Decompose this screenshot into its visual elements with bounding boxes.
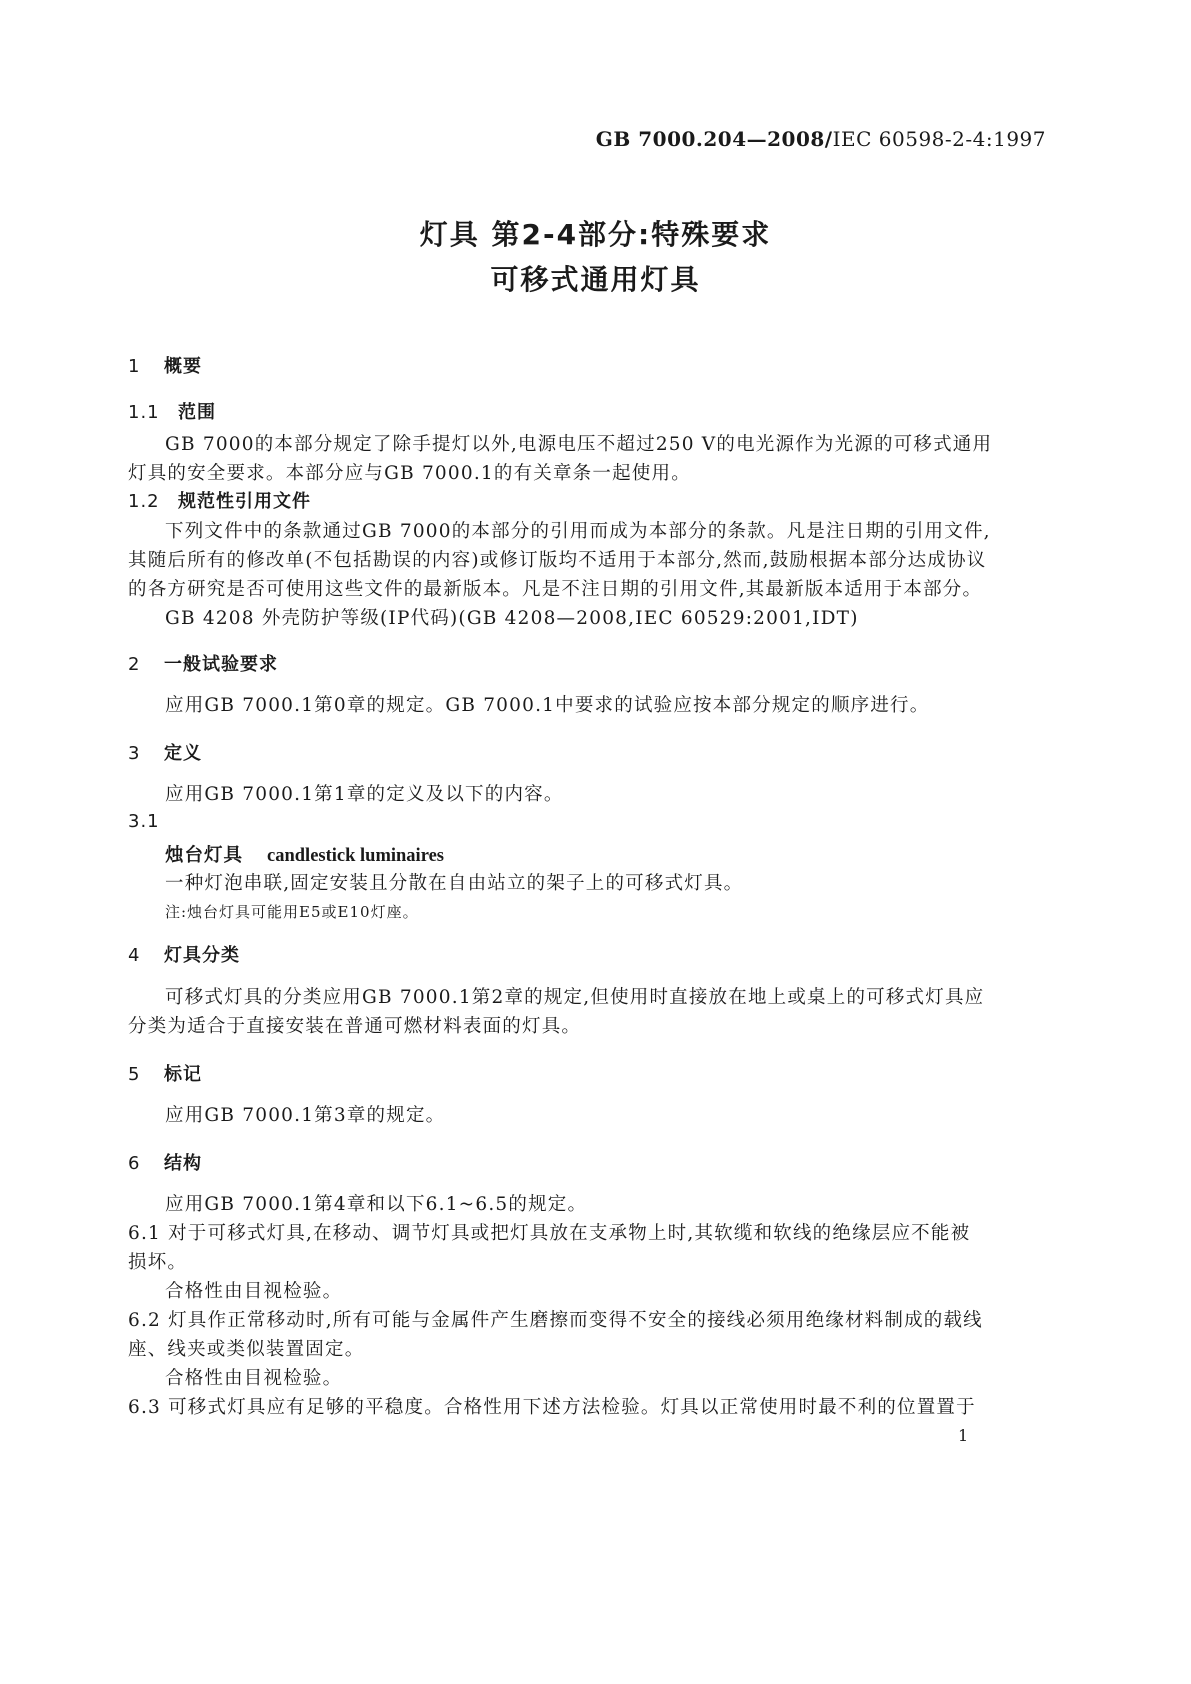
clause-3-1-number: 3.1 <box>128 811 160 832</box>
clause-6-1-line2: 损坏。 <box>128 1252 188 1273</box>
section-2-paragraph: 应用GB 7000.1第0章的规定。GB 7000.1中要求的试验应按本部分规定的顺序进行。 <box>165 695 930 716</box>
section-number: 1 <box>128 356 141 377</box>
clause-6-2-check: 合格性由目视检验。 <box>165 1368 343 1389</box>
scope-paragraph-line2: 灯具的安全要求。本部分应与GB 7000.1的有关章条一起使用。 <box>128 463 691 484</box>
term-definition: 一种灯泡串联,固定安装且分散在自由站立的架子上的可移式灯具。 <box>165 873 744 894</box>
section-title: 灯具分类 <box>164 945 240 966</box>
section-number: 1.1 <box>128 402 160 423</box>
section-4-heading <box>128 941 240 967</box>
section-1-1-heading <box>128 398 216 424</box>
section-title: 结构 <box>164 1153 202 1174</box>
references-paragraph-line2: 其随后所有的修改单(不包括勘误的内容)或修订版均不适用于本部分,然而,鼓励根据本部分达成协议 <box>128 550 987 571</box>
section-5-paragraph: 应用GB 7000.1第3章的规定。 <box>165 1105 446 1126</box>
section-6-paragraph: 应用GB 7000.1第4章和以下6.1~6.5的规定。 <box>165 1194 588 1215</box>
section-1-heading <box>128 352 202 378</box>
section-3-heading <box>128 739 202 765</box>
term-note: 注:烛台灯具可能用E5或E10灯座。 <box>165 903 419 921</box>
section-1-2-heading <box>128 487 311 513</box>
std-separator: / <box>824 127 833 151</box>
section-2-heading <box>128 650 278 676</box>
clause-6-1-check: 合格性由目视检验。 <box>165 1281 343 1302</box>
std-iec-number: IEC 60598-2-4:1997 <box>832 127 1046 151</box>
clause-6-2-line1: 6.2 灯具作正常移动时,所有可能与金属件产生磨擦而变得不安全的接线必须用绝缘材料制成的载线 <box>128 1310 983 1331</box>
reference-gb4208: GB 4208 外壳防护等级(IP代码)(GB 4208—2008,IEC 60529:2001,IDT) <box>165 608 859 629</box>
section-title: 概要 <box>164 356 202 377</box>
term-zh: 烛台灯具 <box>165 845 244 866</box>
section-4-paragraph-line1: 可移式灯具的分类应用GB 7000.1第2章的规定,但使用时直接放在地上或桌上的可移式灯具应 <box>165 987 985 1008</box>
section-6-heading <box>128 1149 202 1175</box>
section-title: 标记 <box>164 1064 202 1085</box>
term-en: candlestick luminaires <box>267 846 444 866</box>
standard-number <box>0 127 1046 151</box>
references-paragraph-line3: 的各方研究是否可使用这些文件的最新版本。凡是不注日期的引用文件,其最新版本适用于本部分。 <box>128 579 983 600</box>
section-title: 规范性引用文件 <box>178 491 311 512</box>
scope-paragraph-line1: GB 7000的本部分规定了除手提灯以外,电源电压不超过250 V的电光源作为光源的可移式通用 <box>165 434 993 455</box>
term-candlestick-luminaires <box>165 841 444 867</box>
section-number: 5 <box>128 1064 141 1085</box>
section-number: 1.2 <box>128 491 160 512</box>
section-title: 一般试验要求 <box>164 654 278 675</box>
section-4-paragraph-line2: 分类为适合于直接安装在普通可燃材料表面的灯具。 <box>128 1016 582 1037</box>
clause-6-1-line1: 6.1 对于可移式灯具,在移动、调节灯具或把灯具放在支承物上时,其软缆和软线的绝缘层应不能被 <box>128 1223 971 1244</box>
clause-6-3-line1: 6.3 可移式灯具应有足够的平稳度。合格性用下述方法检验。灯具以正常使用时最不利的位置置于 <box>128 1397 976 1418</box>
section-number: 3 <box>128 743 141 764</box>
document-title-line2: 可移式通用灯具 <box>490 263 701 296</box>
section-3-paragraph: 应用GB 7000.1第1章的定义及以下的内容。 <box>165 784 564 805</box>
clause-6-2-line2: 座、线夹或类似装置固定。 <box>128 1339 365 1360</box>
references-paragraph-line1: 下列文件中的条款通过GB 7000的本部分的引用而成为本部分的条款。凡是注日期的引用文件, <box>165 521 991 542</box>
document-title-line1: 灯具 第2-4部分:特殊要求 <box>419 218 772 251</box>
section-number: 6 <box>128 1153 141 1174</box>
page-number: 1 <box>958 1426 969 1445</box>
section-number: 4 <box>128 945 141 966</box>
section-title: 定义 <box>164 743 202 764</box>
section-5-heading <box>128 1060 202 1086</box>
section-title: 范围 <box>178 402 216 423</box>
section-number: 2 <box>128 654 141 675</box>
std-gb-number: GB 7000.204—2008 <box>595 127 825 151</box>
